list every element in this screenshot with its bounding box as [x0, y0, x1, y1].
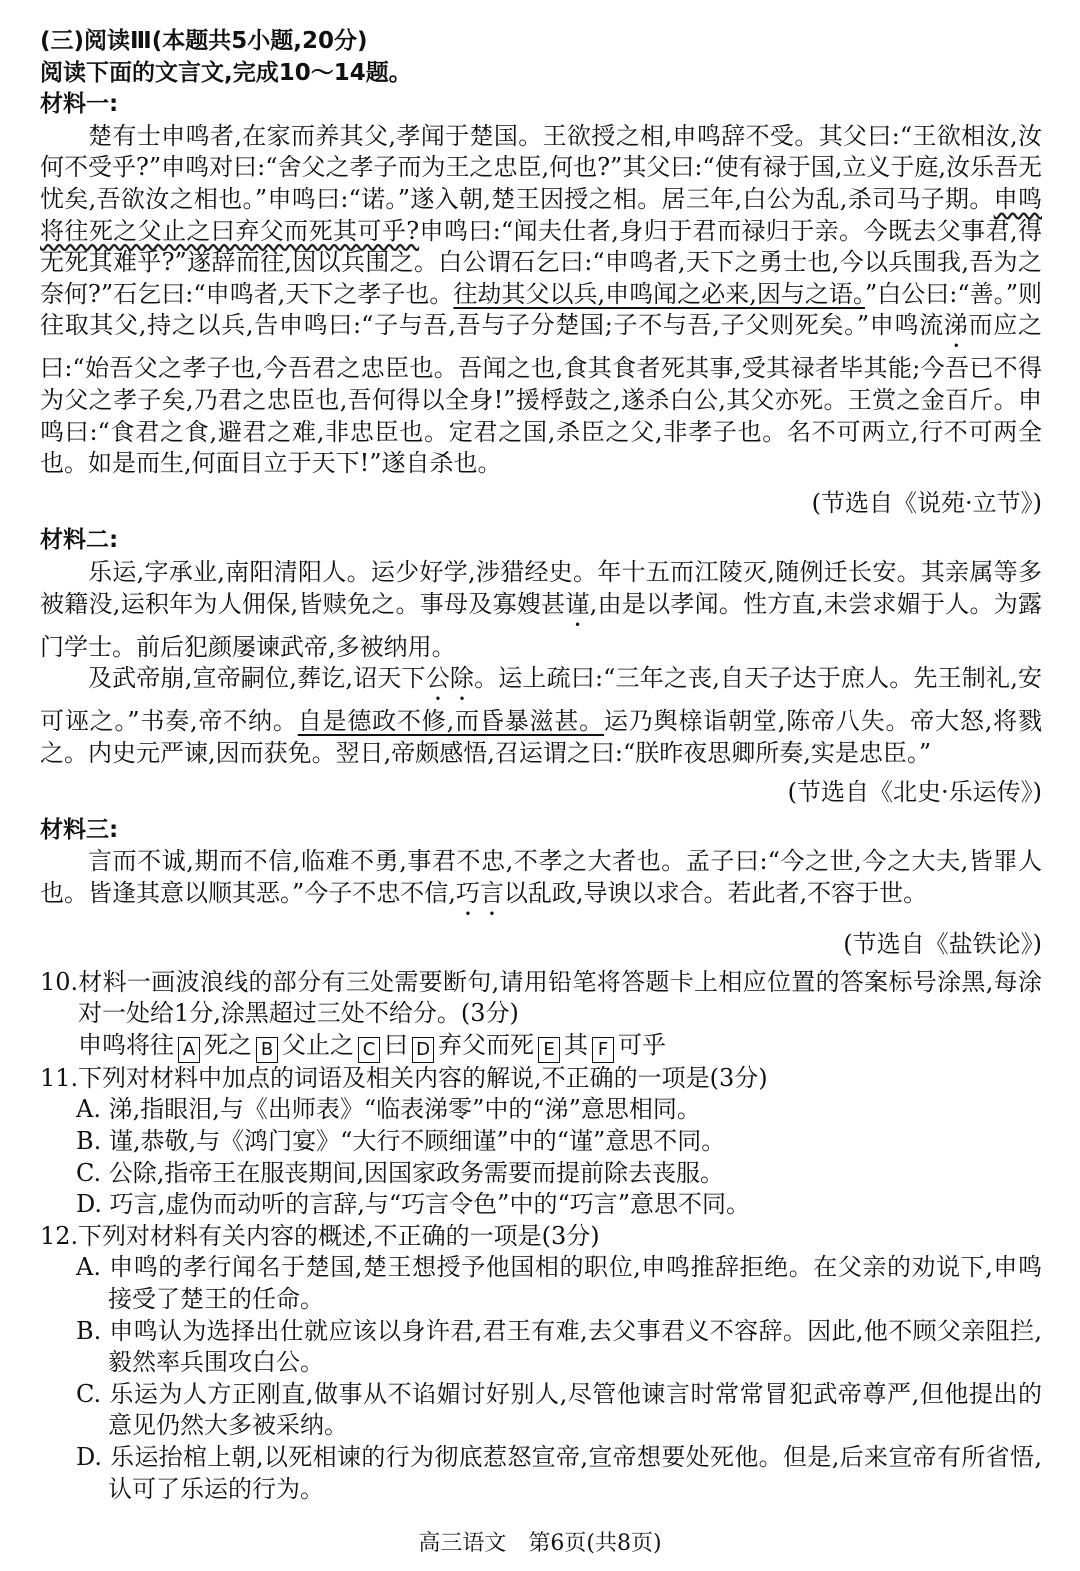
- question-12-option-d[interactable]: D. 乐运抬棺上朝,以死相谏的行为彻底惹怒宣帝,宣帝想要处死他。但是,后来宣帝有所省悟,认可了乐运的行为。: [76, 1442, 1042, 1503]
- dotted-word-jin: 谨: [565, 589, 590, 618]
- dotted-word-ti: 涕: [943, 311, 969, 340]
- question-11-text: 下列对材料中加点的词语及相关内容的解说,不正确的一项是(3分): [78, 1063, 768, 1092]
- material1-label: 材料一:: [40, 91, 119, 118]
- dotted-word-gongchu: 公除: [425, 664, 475, 693]
- material2-part1b: ,由是以孝闻。性方直,未尝求媚于人。为露门学士。前后犯颜屡谏武帝,多被纳用。: [40, 589, 1042, 661]
- segment: 申鸣将往: [78, 1030, 174, 1059]
- break-box-a[interactable]: A: [178, 1037, 200, 1063]
- material2-part1a: 乐运,字承业,南阳清阳人。运少好学,涉猎经史。年十五而江陵灭,随例迁长安。其亲属等多被籍没,运积年为人佣保,皆赎免之。事母及寡嫂甚: [40, 557, 1042, 618]
- break-box-b[interactable]: B: [256, 1037, 278, 1063]
- segment: 父止之: [282, 1030, 354, 1059]
- material3-label: 材料三:: [40, 816, 119, 843]
- question-12-option-b[interactable]: B. 申鸣认为选择出仕就应该以身许君,君王有难,去父事君义不容辞。因此,他不顾父亲阻拦,毅然率兵围攻白公。: [76, 1316, 1042, 1377]
- question-11-option-d[interactable]: D. 巧言,虚伪而动听的言辞,与“巧言令色”中的“巧言”意思不同。: [76, 1190, 750, 1219]
- question-10-text: 材料一画波浪线的部分有三处需要断句,请用铅笔将答题卡上相应位置的答案标号涂黑,每涂对一处给1分,涂黑超过三处不给分。(3分): [78, 967, 1042, 1028]
- page-footer: 高三语文 第6页(共8页): [418, 1531, 662, 1556]
- segment: 死之: [204, 1030, 252, 1059]
- question-11-option-b[interactable]: B. 谨,恭敬,与《鸿门宴》“大行不顾细谨”中的“谨”意思不同。: [76, 1127, 726, 1156]
- material2-part2a: 及武帝崩,宣帝嗣位,葬讫,诏天下: [88, 664, 426, 693]
- material2-source: (节选自《北史·乐运传》): [787, 778, 1042, 807]
- material3-part1a: 言而不诚,期而不信,临难不勇,事君不忠,不孝之大者也。孟子曰:“今之世,今之大夫,皆罪人也。皆逢其意以顺其恶。”今子不忠不信,: [40, 847, 1042, 908]
- material2-part2c: 运乃舆榇诣朝堂,陈帝八失。帝大怒,将戮之。内史元严谏,因而获免。翌日,帝颇感悟,召运谓之曰:“朕昨夜思卿所奏,实是忠臣。”: [40, 707, 1042, 767]
- break-box-e[interactable]: E: [538, 1037, 560, 1063]
- question-10-sentence: [40, 1030, 1042, 1063]
- question-12-option-a[interactable]: A. 申鸣的孝行闻名于楚国,楚王想授予他国相的职位,申鸣推辞拒绝。在父亲的劝说下,申鸣接受了楚王的任命。: [76, 1253, 1042, 1313]
- material1-part3a: ”白公曰:“善。”则往取其父,持之以兵,告申鸣曰:“子与吾,吾与子分楚国;子不与吾,子父则死矣。”申鸣流: [40, 279, 1042, 340]
- break-box-d[interactable]: D: [412, 1037, 434, 1063]
- question-11-option-c[interactable]: C. 公除,指帝王在服丧期间,因国家政务需要而提前除去丧服。: [76, 1158, 725, 1187]
- material1-source: (节选自《说苑·立节》): [811, 488, 1042, 517]
- question-12: [40, 1221, 1042, 1253]
- question-12-option-c[interactable]: C. 乐运为人方正刚直,做事从不谄媚讨好别人,尽管他谏言时常常冒犯武帝尊严,但他提出的意见仍然大多被采纳。: [76, 1379, 1042, 1440]
- segment: 可乎: [618, 1030, 666, 1059]
- material1-text: [40, 121, 1042, 480]
- break-box-c[interactable]: C: [358, 1037, 380, 1063]
- dotted-word-qiaoyan: 巧言: [455, 879, 504, 908]
- question-10-number: 10.: [40, 967, 79, 996]
- section-title: (三)阅读Ⅲ(本题共5小题,20分): [40, 28, 368, 54]
- material3-part1b: 以乱政,导谀以求合。若此者,不容于世。: [503, 879, 928, 908]
- segment: 曰: [384, 1030, 408, 1059]
- section-instruction: 阅读下面的文言文,完成10～14题。: [40, 59, 412, 86]
- material2-label: 材料二:: [40, 527, 119, 554]
- material3-text: [40, 846, 1042, 921]
- material2-part2b: 。运上疏曰:“三年之丧,自天子达于庶人。先王制礼,安可诬之。”书奏,帝不纳。: [40, 664, 1042, 736]
- material1-part3b: 而应之曰:“始吾父之孝子也,今吾君之忠臣也。吾闻之也,食其食者死其事,受其禄者毕其能;今吾已不得为父之孝子矣,乃君之忠臣也,吾何得以全身!”援桴鼓之,遂杀白公,其父亦死。王赏之金百斤。申鸣曰:“食君之食,避君之难,非忠臣也。定君之国,杀臣之父,非孝子也。名不可两立,行不可两全也。如是而生,何面目立于天下!”遂自杀也。: [40, 311, 1043, 478]
- question-12-number: 12.: [40, 1221, 79, 1250]
- question-11-option-a[interactable]: A. 涕,指眼泪,与《出师表》“临表涕零”中的“涕”意思相同。: [76, 1095, 701, 1124]
- question-10: [40, 967, 1042, 1030]
- segment: 弃父而死: [438, 1030, 534, 1059]
- question-11: [40, 1063, 1042, 1095]
- material2-underline: 自是德政不修,而昏暴滋甚。: [297, 707, 604, 736]
- material1-wavy-line: 申鸣将往死之父止之曰弃父而死其可乎?: [40, 184, 1042, 245]
- segment: 其: [564, 1030, 588, 1059]
- material1-underline: 往劫其父以兵,申鸣闻之必来,因与之语。: [453, 279, 865, 308]
- material2-para2: [40, 663, 1042, 769]
- question-12-text: 下列对材料有关内容的概述,不正确的一项是(3分): [78, 1221, 600, 1250]
- break-box-f[interactable]: F: [592, 1037, 614, 1063]
- material3-source: (节选自《盐铁论》): [843, 930, 1042, 959]
- material2-para1: [40, 557, 1042, 663]
- material1-part1: 楚有士申鸣者,在家而养其父,孝闻于楚国。王欲授之相,申鸣辞不受。其父曰:“王欲相汝,汝何不受乎?”申鸣对曰:“舍父之孝子而为王之忠臣,何也?”其父曰:“使有禄于国,立义于庭,汝乐吾无忧矣,吾欲汝之相也。”申鸣曰:“诺。”遂入朝,楚王因授之相。居三年,白公为乱,杀司马子期。: [40, 121, 1042, 213]
- question-11-number: 11.: [40, 1063, 79, 1092]
- material1-part2: 申鸣曰:“闻夫仕者,身归于君而禄归于亲。今既去父事君,得无死其难乎?”遂辞而往,因以兵围之。白公谓石乞曰:“申鸣者,天下之勇士也,今以兵围我,吾为之奈何?”石乞曰:“申鸣者,天下之孝子也。: [40, 216, 1042, 308]
